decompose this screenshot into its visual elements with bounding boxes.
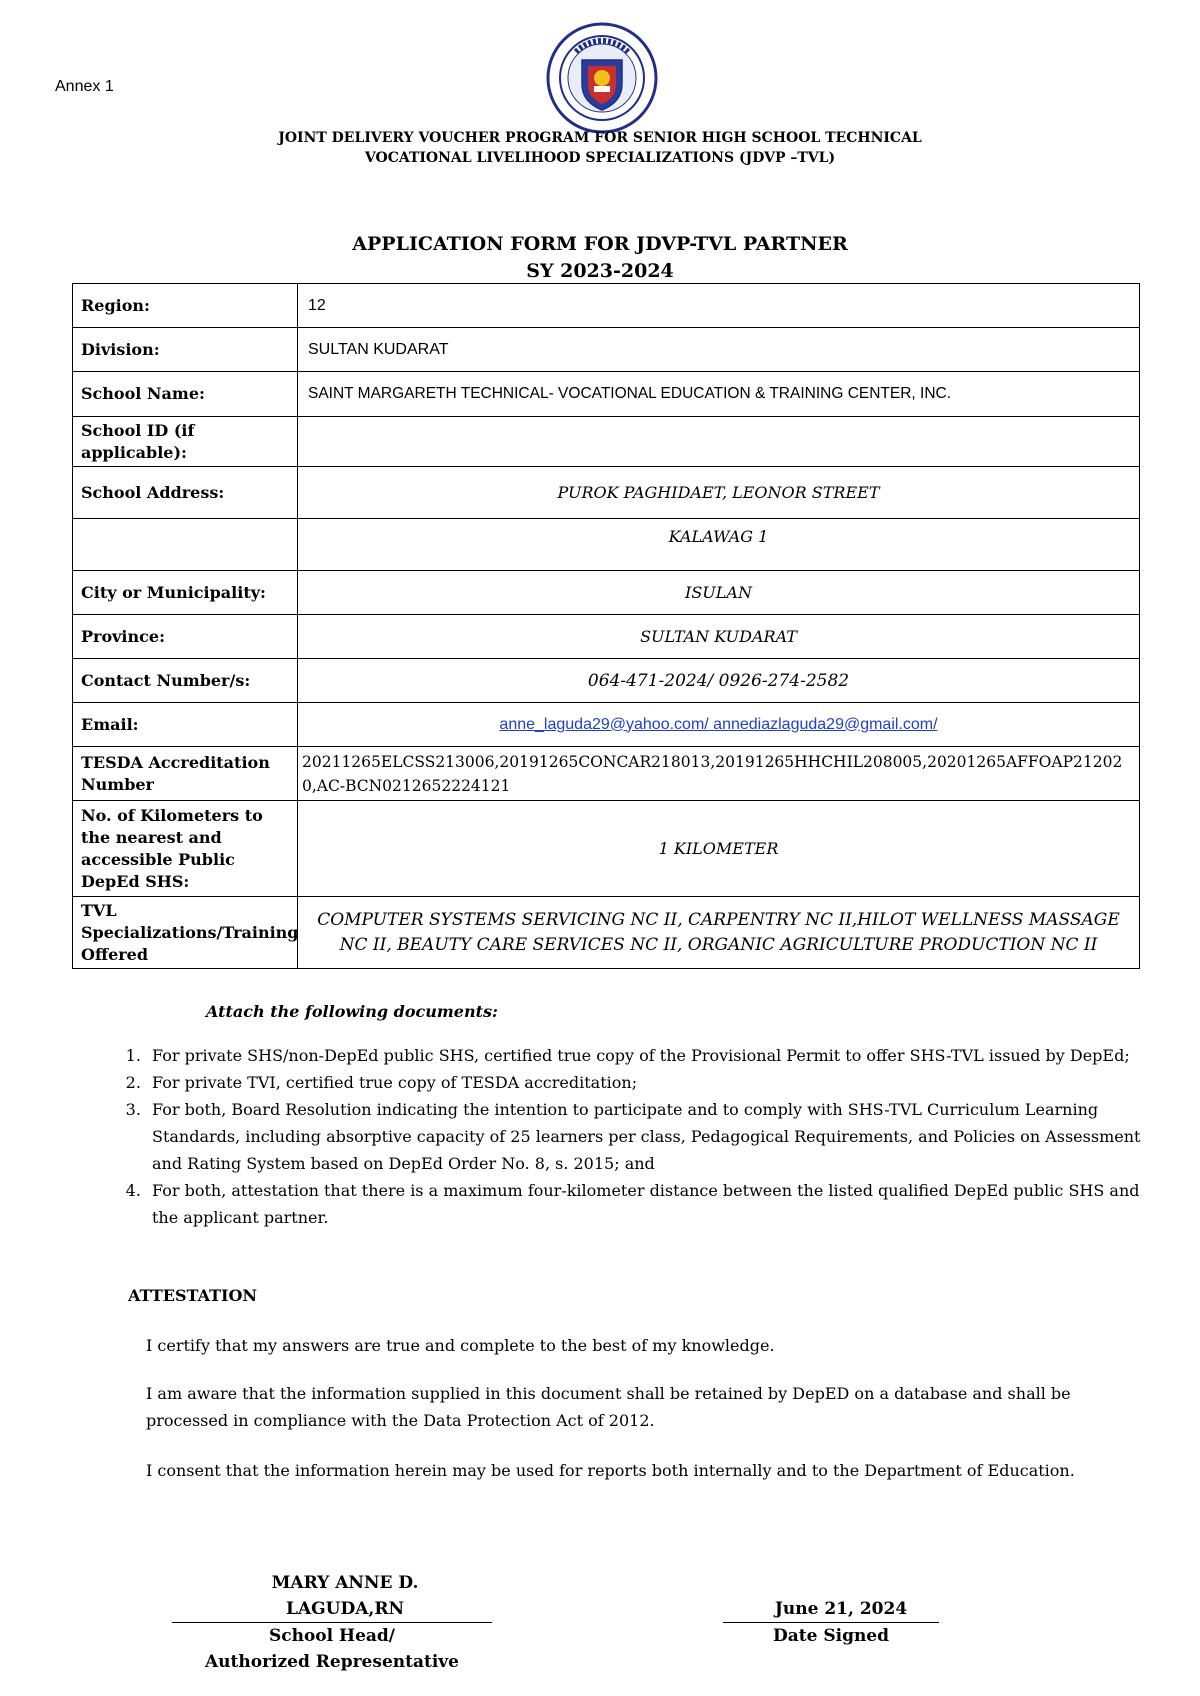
attestation-paragraph: I certify that my answers are true and complete to the best of my knowledge. [146, 1336, 775, 1355]
attestation-paragraph: I consent that the information herein may be used for reports both internally and to the Department of Education. [146, 1461, 1075, 1480]
tesda-row [73, 747, 1140, 801]
province-label: Province: [73, 615, 298, 659]
school-id-value [298, 417, 1140, 467]
date-signed-label: Date Signed [772, 1626, 890, 1646]
annex-label: Annex 1 [55, 78, 114, 95]
contact-row [73, 659, 1140, 703]
division-row [73, 328, 1140, 372]
email-label: Email: [73, 703, 298, 747]
tvl-row [73, 897, 1140, 969]
school-address-row-2 [73, 519, 1140, 571]
school-address-row [73, 467, 1140, 519]
signatory-name: MARY ANNE D. LAGUDA,RN [172, 1570, 492, 1623]
contact-value: 064-471-2024/ 0926-274-2582 [298, 659, 1140, 703]
city-row [73, 571, 1140, 615]
application-form-table [72, 283, 1140, 969]
email-value [298, 703, 1140, 747]
deped-seal-icon [546, 22, 658, 134]
school-name-row [73, 372, 1140, 417]
school-year: SY 2023-2024 [526, 260, 674, 282]
signatory-role-2: Authorized Representative [204, 1652, 459, 1672]
tesda-value: 20211265ELCSS213006,20191265CONCAR218013,20191265HHCHIL208005,20201265AFFOAP212020,AC-BCN0212652224121 [298, 747, 1140, 801]
email-link-gmail[interactable]: annediazlaguda29@gmail.com/ [713, 715, 938, 733]
date-block [706, 1596, 956, 1649]
list-item: 3. For both, Board Resolution indicating the intention to participate and to comply with SHS-TVL Curriculum Learning Standards, including absorptive capacity of 25 learners per class, Pedagogical Requirements, and Policies on Assessment and Rating System based on DepEd Order No. 8, s. 2015; and [146, 1096, 1166, 1177]
tesda-label: TESDA Accreditation Number [73, 747, 298, 801]
list-item: 1. For private SHS/non-DepEd public SHS, certified true copy of the Provisional Permit to offer SHS-TVL issued by DepEd; [146, 1042, 1166, 1069]
contact-label: Contact Number/s: [73, 659, 298, 703]
program-title-line1: JOINT DELIVERY VOUCHER PROGRAM FOR SENIOR HIGH SCHOOL TECHNICAL [278, 130, 922, 146]
attestation-heading: ATTESTATION [128, 1286, 258, 1305]
province-row [73, 615, 1140, 659]
attach-documents-heading: Attach the following documents: [206, 1002, 498, 1021]
region-label: Region: [73, 284, 298, 328]
school-id-label: School ID (if applicable): [73, 417, 298, 467]
date-signed-value: June 21, 2024 [723, 1596, 939, 1623]
region-value: 12 [298, 284, 1140, 328]
region-row [73, 284, 1140, 328]
school-address-line1: PUROK PAGHIDAET, LEONOR STREET [298, 467, 1140, 519]
signatory-role: School Head/ [268, 1626, 396, 1646]
city-value: ISULAN [298, 571, 1140, 615]
division-value: SULTAN KUDARAT [298, 328, 1140, 372]
list-item: 2. For private TVI, certified true copy of TESDA accreditation; [146, 1069, 1166, 1096]
school-id-row [73, 417, 1140, 467]
province-value: SULTAN KUDARAT [298, 615, 1140, 659]
required-documents-list [106, 1042, 1166, 1231]
email-link-yahoo[interactable]: anne_laguda29@yahoo.com/ [499, 715, 709, 733]
list-item: 4. For both, attestation that there is a maximum four-kilometer distance between the listed qualified DepEd public SHS and the applicant partner. [146, 1177, 1166, 1231]
kilometers-value: 1 KILOMETER [298, 801, 1140, 897]
kilometers-row [73, 801, 1140, 897]
school-address-label: School Address: [73, 467, 298, 519]
form-title: APPLICATION FORM FOR JDVP-TVL PARTNER [352, 233, 848, 255]
school-name-value: SAINT MARGARETH TECHNICAL- VOCATIONAL EDUCATION & TRAINING CENTER, INC. [298, 372, 1140, 417]
attestation-paragraph: I am aware that the information supplied in this document shall be retained by DepED on a database and shall be processed in compliance with the Data Protection Act of 2012. [146, 1384, 1071, 1430]
program-title-line2: VOCATIONAL LIVELIHOOD SPECIALIZATIONS (JDVP –TVL) [364, 150, 836, 166]
signatory-block [172, 1570, 492, 1675]
city-label: City or Municipality: [73, 571, 298, 615]
division-label: Division: [73, 328, 298, 372]
kilometers-label: No. of Kilometers to the nearest and accessible Public DepEd SHS: [73, 801, 298, 897]
email-row [73, 703, 1140, 747]
tvl-label: TVL Specializations/Training Offered [73, 897, 298, 969]
school-address-line2: KALAWAG 1 [298, 519, 1140, 571]
tvl-value: COMPUTER SYSTEMS SERVICING NC II, CARPENTRY NC II,HILOT WELLNESS MASSAGE NC II, BEAUTY CARE SERVICES NC II, ORGANIC AGRICULTURE PRODUCTION NC II [298, 897, 1140, 969]
school-name-label: School Name: [73, 372, 298, 417]
